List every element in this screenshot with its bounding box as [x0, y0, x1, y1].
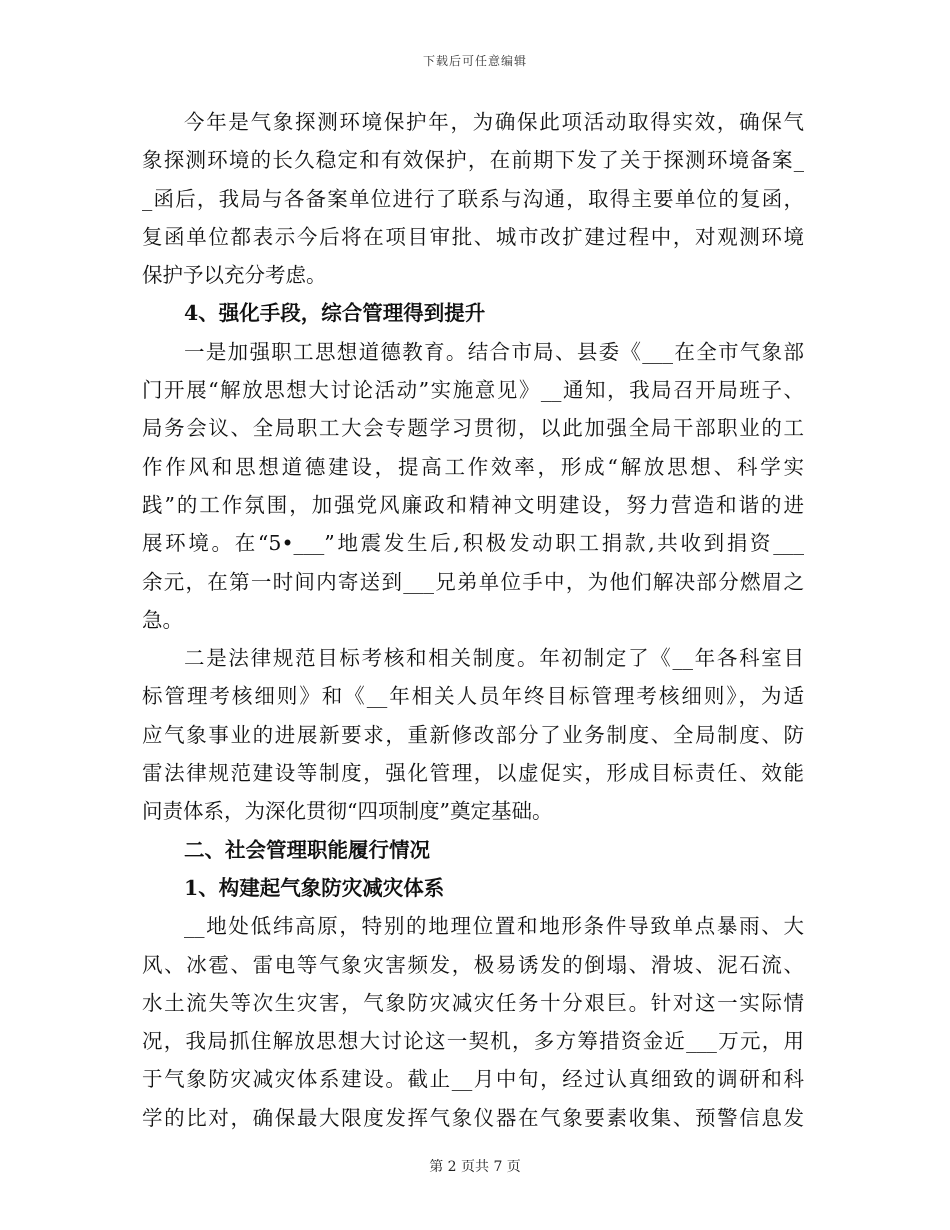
paragraph-line: _函后，我局与各备案单位进行了联系与沟通，取得主要单位的复函，	[142, 186, 804, 211]
page-header: 下载后可任意编辑	[422, 54, 527, 68]
paragraph-line: 风、冰雹、雷电等气象灾害频发，极易诱发的倒塌、滑坡、泥石流、	[142, 952, 804, 977]
paragraph-line: 水土流失等次生灾害，气象防灾减灾任务十分艰巨。针对这一实际情	[142, 990, 804, 1015]
paragraph-line: 践”的工作氛围，加强党风廉政和精神文明建设，努力营造和谐的进	[142, 492, 804, 517]
paragraph-line: 余元，在第一时间内寄送到___兄弟单位手中，为他们解决部分燃眉之	[142, 569, 804, 594]
paragraph-line: __地处低纬高原，特别的地理位置和地形条件导致单点暴雨、大	[184, 914, 804, 939]
paragraph-line: 学的比对，确保最大限度发挥气象仪器在气象要素收集、预警信息发	[142, 1105, 804, 1130]
paragraph-line: 况，我局抓住解放思想大讨论这一契机，多方筹措资金近___万元，用	[142, 1029, 804, 1054]
paragraph-line: 今年是气象探测环境保护年，为确保此项活动取得实效，确保气	[184, 110, 804, 134]
paragraph-line: 展环境。在“5•___”地震发生后,积极发动职工捐款,共收到捐资___	[142, 531, 804, 556]
document-body	[142, 103, 804, 1137]
section-heading: 1、构建起气象防灾减灾体系	[184, 875, 445, 900]
paragraph-line: 雷法律规范建设等制度，强化管理，以虚促实，形成目标责任、效能	[142, 761, 804, 786]
paragraph-line: 一是加强职工思想道德教育。结合市局、县委《___在全市气象部	[184, 339, 804, 364]
section-heading: 4、强化手段，综合管理得到提升	[184, 301, 486, 326]
paragraph-line: 复函单位都表示今后将在项目审批、城市改扩建过程中，对观测环境	[142, 224, 804, 249]
paragraph-line: 门开展“解放思想大讨论活动”实施意见》__通知，我局召开局班子、	[142, 378, 804, 403]
paragraph-line: 二是法律规范目标考核和相关制度。年初制定了《__年各科室目	[184, 646, 804, 671]
paragraph-line: 作作风和思想道德建设，提高工作效率，形成“解放思想、科学实	[142, 454, 804, 479]
page-number: 第 2 页共 7 页	[429, 1159, 521, 1175]
section-heading: 二、社会管理职能履行情况	[184, 837, 430, 862]
paragraph-line: 标管理考核细则》和《__年相关人员年终目标管理考核细则》，为适	[142, 684, 804, 709]
paragraph-line: 问责体系，为深化贯彻“四项制度”奠定基础。	[142, 799, 553, 824]
paragraph-line: 保护予以充分考虑。	[142, 263, 327, 288]
paragraph-line: 象探测环境的长久稳定和有效保护，在前期下发了关于探测环境备案_	[142, 148, 804, 173]
paragraph-line: 应气象事业的进展新要求，重新修改部分了业务制度、全局制度、防	[142, 722, 804, 747]
paragraph-line: 急。	[142, 607, 183, 632]
paragraph-line: 局务会议、全局职工大会专题学习贯彻，以此加强全局干部职业的工	[142, 416, 804, 441]
paragraph-line: 于气象防灾减灾体系建设。截止__月中旬，经过认真细致的调研和科	[142, 1067, 804, 1092]
